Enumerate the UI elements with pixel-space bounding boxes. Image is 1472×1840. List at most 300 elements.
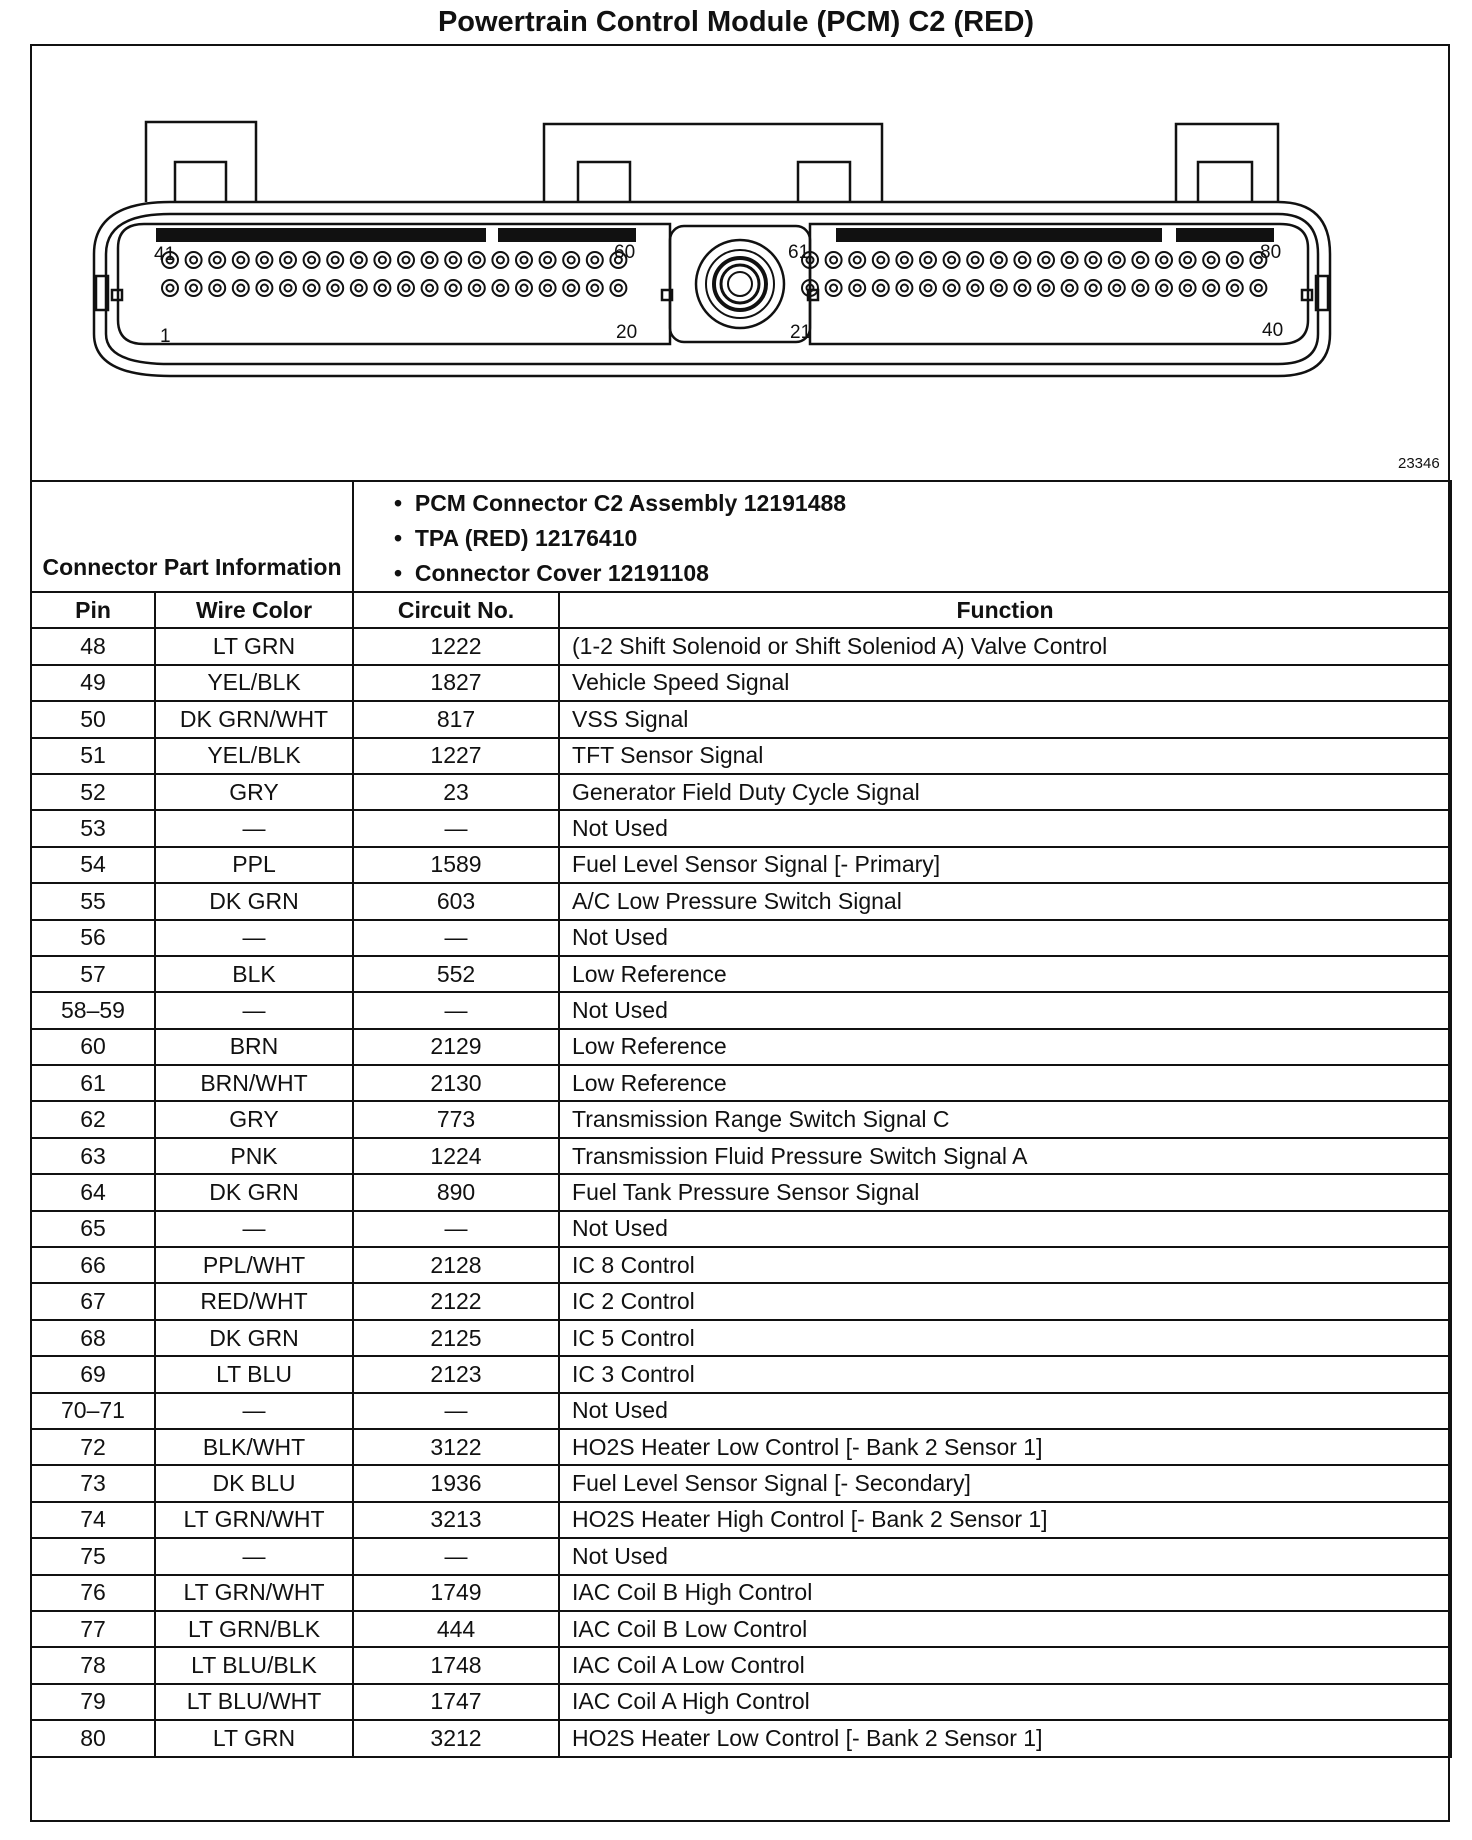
pin-contact bbox=[1019, 285, 1026, 292]
pin-cavity bbox=[849, 280, 865, 296]
pin-cell: 80 bbox=[31, 1720, 155, 1756]
pin-label: 1 bbox=[160, 326, 171, 347]
pin-contact bbox=[521, 285, 528, 292]
function-cell: Fuel Tank Pressure Sensor Signal bbox=[559, 1174, 1451, 1210]
function-cell: IAC Coil B High Control bbox=[559, 1575, 1451, 1611]
wire-color-cell: LT BLU/WHT bbox=[155, 1684, 353, 1720]
pin-contact bbox=[1113, 257, 1120, 264]
table-row bbox=[31, 1647, 1451, 1683]
function-cell: IC 5 Control bbox=[559, 1320, 1451, 1356]
table-row bbox=[31, 1429, 1451, 1465]
pin-cavity bbox=[374, 280, 390, 296]
pin-cavity bbox=[186, 252, 202, 268]
pin-contact bbox=[830, 257, 837, 264]
pin-cavity bbox=[1227, 280, 1243, 296]
function-cell: Not Used bbox=[559, 1538, 1451, 1574]
function-cell: Generator Field Duty Cycle Signal bbox=[559, 774, 1451, 810]
pin-cell: 77 bbox=[31, 1611, 155, 1647]
pin-cell: 62 bbox=[31, 1101, 155, 1137]
pin-cavity bbox=[896, 280, 912, 296]
pin-contact bbox=[830, 285, 837, 292]
circuit-cell: 2125 bbox=[353, 1320, 559, 1356]
pin-contact bbox=[497, 257, 504, 264]
pin-contact bbox=[285, 257, 292, 264]
circuit-cell: 23 bbox=[353, 774, 559, 810]
pin-cavity bbox=[1062, 280, 1078, 296]
connector-info-item: • TPA (RED) 12176410 bbox=[394, 525, 638, 551]
pin-contact bbox=[403, 285, 410, 292]
pin-contact bbox=[854, 285, 861, 292]
pin-contact bbox=[379, 257, 386, 264]
circuit-cell: 817 bbox=[353, 701, 559, 737]
pin-contact bbox=[332, 285, 339, 292]
function-cell: Not Used bbox=[559, 1211, 1451, 1247]
wire-color-cell: PPL/WHT bbox=[155, 1247, 353, 1283]
function-cell: HO2S Heater High Control [- Bank 2 Sensor 1] bbox=[559, 1502, 1451, 1538]
table-row bbox=[31, 774, 1451, 810]
function-cell: Low Reference bbox=[559, 1029, 1451, 1065]
function-cell: Not Used bbox=[559, 992, 1451, 1028]
pin-label: 80 bbox=[1260, 242, 1282, 263]
pin-contact bbox=[167, 285, 174, 292]
wire-color-cell: YEL/BLK bbox=[155, 665, 353, 701]
pin-cell: 57 bbox=[31, 956, 155, 992]
pin-cavity bbox=[209, 252, 225, 268]
column-header-pin: Pin bbox=[31, 592, 155, 628]
pin-cell: 67 bbox=[31, 1283, 155, 1319]
pin-cavity bbox=[351, 252, 367, 268]
function-cell: HO2S Heater Low Control [- Bank 2 Sensor 1] bbox=[559, 1720, 1451, 1756]
pin-contact bbox=[214, 257, 221, 264]
pin-cell: 60 bbox=[31, 1029, 155, 1065]
connector-info-row bbox=[31, 481, 1451, 592]
center-post bbox=[696, 240, 784, 328]
pin-cavity bbox=[422, 252, 438, 268]
pin-cavity bbox=[1085, 280, 1101, 296]
pin-cell: 49 bbox=[31, 665, 155, 701]
pin-cavity bbox=[304, 280, 320, 296]
pin-contact bbox=[190, 285, 197, 292]
pin-cell: 65 bbox=[31, 1211, 155, 1247]
function-cell: Fuel Level Sensor Signal [- Primary] bbox=[559, 847, 1451, 883]
circuit-cell: 1749 bbox=[353, 1575, 559, 1611]
pin-cavity bbox=[1109, 280, 1125, 296]
pin-contact bbox=[332, 257, 339, 264]
circuit-cell: 2130 bbox=[353, 1065, 559, 1101]
wire-color-cell: LT BLU bbox=[155, 1356, 353, 1392]
keying-bar bbox=[498, 228, 636, 242]
pin-contact bbox=[568, 285, 575, 292]
function-cell: IAC Coil A Low Control bbox=[559, 1647, 1451, 1683]
wire-color-cell: RED/WHT bbox=[155, 1283, 353, 1319]
pin-cavity bbox=[162, 280, 178, 296]
pin-contact bbox=[568, 257, 575, 264]
function-cell: IC 3 Control bbox=[559, 1356, 1451, 1392]
table-row bbox=[31, 1029, 1451, 1065]
pin-cavity bbox=[826, 280, 842, 296]
circuit-cell: 1748 bbox=[353, 1647, 559, 1683]
wire-color-cell: GRY bbox=[155, 774, 353, 810]
circuit-cell: 2129 bbox=[353, 1029, 559, 1065]
pin-cavity bbox=[587, 252, 603, 268]
pin-contact bbox=[591, 257, 598, 264]
circuit-cell: 2128 bbox=[353, 1247, 559, 1283]
pin-contact bbox=[261, 285, 268, 292]
pin-label: 20 bbox=[616, 322, 638, 343]
circuit-cell: — bbox=[353, 992, 559, 1028]
wire-color-cell: — bbox=[155, 1211, 353, 1247]
pin-contact bbox=[854, 257, 861, 264]
table-row bbox=[31, 738, 1451, 774]
table-row bbox=[31, 1393, 1451, 1429]
wire-color-cell: PNK bbox=[155, 1138, 353, 1174]
pin-contact bbox=[1090, 285, 1097, 292]
circuit-cell: 3212 bbox=[353, 1720, 559, 1756]
circuit-cell: — bbox=[353, 1211, 559, 1247]
pin-cavity bbox=[920, 280, 936, 296]
pin-contact bbox=[1043, 285, 1050, 292]
wire-color-cell: LT GRN/WHT bbox=[155, 1575, 353, 1611]
wire-color-cell: — bbox=[155, 992, 353, 1028]
wire-color-cell: DK GRN/WHT bbox=[155, 701, 353, 737]
wire-color-cell: BRN/WHT bbox=[155, 1065, 353, 1101]
pin-cavity bbox=[1180, 252, 1196, 268]
pin-contact bbox=[1113, 285, 1120, 292]
pin-cavity bbox=[256, 280, 272, 296]
pin-contact bbox=[901, 285, 908, 292]
pin-cavity bbox=[1038, 280, 1054, 296]
pin-contact bbox=[237, 285, 244, 292]
pin-contact bbox=[1231, 257, 1238, 264]
pin-contact bbox=[948, 257, 955, 264]
wire-color-cell: DK GRN bbox=[155, 1174, 353, 1210]
circuit-cell: — bbox=[353, 920, 559, 956]
pin-cavity bbox=[1038, 252, 1054, 268]
circuit-cell: — bbox=[353, 1393, 559, 1429]
figure-id: 23346 bbox=[1398, 455, 1440, 472]
function-cell: TFT Sensor Signal bbox=[559, 738, 1451, 774]
function-cell: Not Used bbox=[559, 1393, 1451, 1429]
wire-color-cell: DK BLU bbox=[155, 1465, 353, 1501]
pin-cell: 48 bbox=[31, 628, 155, 664]
circuit-cell: 890 bbox=[353, 1174, 559, 1210]
pin-cavity bbox=[967, 252, 983, 268]
pin-contact bbox=[379, 285, 386, 292]
circuit-cell: 552 bbox=[353, 956, 559, 992]
circuit-cell: 773 bbox=[353, 1101, 559, 1137]
pin-label: 60 bbox=[614, 242, 636, 263]
pin-contact bbox=[261, 257, 268, 264]
pin-cavity bbox=[944, 280, 960, 296]
pin-contact bbox=[237, 257, 244, 264]
pin-contact bbox=[1184, 257, 1191, 264]
circuit-cell: 603 bbox=[353, 883, 559, 919]
table-row bbox=[31, 847, 1451, 883]
pin-contact bbox=[1066, 285, 1073, 292]
function-cell: HO2S Heater Low Control [- Bank 2 Sensor 1] bbox=[559, 1429, 1451, 1465]
pin-contact bbox=[1137, 257, 1144, 264]
pin-cell: 61 bbox=[31, 1065, 155, 1101]
pin-cavity bbox=[492, 280, 508, 296]
pin-contact bbox=[972, 285, 979, 292]
pin-contact bbox=[1208, 285, 1215, 292]
pin-cavity bbox=[1203, 252, 1219, 268]
pin-contact bbox=[1161, 285, 1168, 292]
pin-cell: 53 bbox=[31, 810, 155, 846]
pin-contact bbox=[1208, 257, 1215, 264]
pin-contact bbox=[497, 285, 504, 292]
function-cell: IC 8 Control bbox=[559, 1247, 1451, 1283]
pin-label: 40 bbox=[1262, 320, 1284, 341]
table-row bbox=[31, 1211, 1451, 1247]
pin-cavity bbox=[920, 252, 936, 268]
table-row bbox=[31, 1502, 1451, 1538]
table-row bbox=[31, 1538, 1451, 1574]
pin-contact bbox=[426, 285, 433, 292]
pin-cavity bbox=[445, 280, 461, 296]
table-header-row bbox=[31, 592, 1451, 628]
pin-cell: 64 bbox=[31, 1174, 155, 1210]
table-row bbox=[31, 1465, 1451, 1501]
pin-cavity bbox=[610, 280, 626, 296]
pin-cavity bbox=[587, 280, 603, 296]
pin-cavity bbox=[991, 252, 1007, 268]
table-row bbox=[31, 1138, 1451, 1174]
pin-cavity bbox=[1156, 280, 1172, 296]
pin-cavity bbox=[469, 252, 485, 268]
pin-cavity bbox=[304, 252, 320, 268]
circuit-cell: 1827 bbox=[353, 665, 559, 701]
pin-cavity bbox=[1227, 252, 1243, 268]
pin-cell: 70–71 bbox=[31, 1393, 155, 1429]
pin-contact bbox=[1019, 257, 1026, 264]
pin-cavity bbox=[563, 252, 579, 268]
table-row bbox=[31, 1174, 1451, 1210]
pin-cavity bbox=[1203, 280, 1219, 296]
table-row bbox=[31, 1283, 1451, 1319]
table-row bbox=[31, 810, 1451, 846]
pin-cell: 55 bbox=[31, 883, 155, 919]
pin-cell: 73 bbox=[31, 1465, 155, 1501]
pin-cavity bbox=[233, 252, 249, 268]
pin-contact bbox=[1255, 285, 1262, 292]
pin-contact bbox=[591, 285, 598, 292]
wire-color-cell: YEL/BLK bbox=[155, 738, 353, 774]
function-cell: Low Reference bbox=[559, 956, 1451, 992]
wire-color-cell: PPL bbox=[155, 847, 353, 883]
function-cell: Not Used bbox=[559, 810, 1451, 846]
pin-cavity bbox=[1014, 280, 1030, 296]
pin-contact bbox=[1137, 285, 1144, 292]
pin-cavity bbox=[327, 280, 343, 296]
wire-color-cell: LT GRN bbox=[155, 628, 353, 664]
pin-contact bbox=[972, 257, 979, 264]
wire-color-cell: LT GRN/WHT bbox=[155, 1502, 353, 1538]
pin-cavity bbox=[1156, 252, 1172, 268]
pin-contact bbox=[1184, 285, 1191, 292]
circuit-cell: 1589 bbox=[353, 847, 559, 883]
page-title: Powertrain Control Module (PCM) C2 (RED) bbox=[437, 6, 1035, 38]
pin-contact bbox=[521, 257, 528, 264]
pin-contact bbox=[544, 285, 551, 292]
pin-cavity bbox=[445, 252, 461, 268]
circuit-cell: 444 bbox=[353, 1611, 559, 1647]
pin-cell: 69 bbox=[31, 1356, 155, 1392]
pin-cavity bbox=[944, 252, 960, 268]
table-row bbox=[31, 1684, 1451, 1720]
connector-info-label: Connector Part Information bbox=[31, 481, 353, 592]
wire-color-cell: BLK bbox=[155, 956, 353, 992]
wire-color-cell: BLK/WHT bbox=[155, 1429, 353, 1465]
pin-cavity bbox=[563, 280, 579, 296]
keying-bar bbox=[1176, 228, 1274, 242]
pin-contact bbox=[901, 257, 908, 264]
wire-color-cell: — bbox=[155, 1538, 353, 1574]
left-latch-inner bbox=[175, 162, 226, 202]
pin-contact bbox=[1231, 285, 1238, 292]
pin-contact bbox=[403, 257, 410, 264]
table-row bbox=[31, 1720, 1451, 1756]
wire-color-cell: LT GRN bbox=[155, 1720, 353, 1756]
pin-contact bbox=[1043, 257, 1050, 264]
pin-contact bbox=[308, 257, 315, 264]
function-cell: A/C Low Pressure Switch Signal bbox=[559, 883, 1451, 919]
pin-cavity bbox=[469, 280, 485, 296]
pin-cavity bbox=[1062, 252, 1078, 268]
function-cell: Fuel Level Sensor Signal [- Secondary] bbox=[559, 1465, 1451, 1501]
pin-contact bbox=[995, 257, 1002, 264]
pin-contact bbox=[948, 285, 955, 292]
pin-cavity bbox=[351, 280, 367, 296]
circuit-cell: 2122 bbox=[353, 1283, 559, 1319]
pin-cell: 58–59 bbox=[31, 992, 155, 1028]
keying-bar bbox=[156, 228, 486, 242]
pin-cavity bbox=[1109, 252, 1125, 268]
function-cell: Vehicle Speed Signal bbox=[559, 665, 1451, 701]
right-latch-inner bbox=[1198, 162, 1252, 202]
wire-color-cell: LT BLU/BLK bbox=[155, 1647, 353, 1683]
pin-cavity bbox=[209, 280, 225, 296]
column-header-circuit: Circuit No. bbox=[353, 592, 559, 628]
pin-cavity bbox=[1180, 280, 1196, 296]
table-row bbox=[31, 1611, 1451, 1647]
pin-cavity bbox=[374, 252, 390, 268]
pinout-table bbox=[30, 480, 1452, 1758]
pin-contact bbox=[925, 257, 932, 264]
circuit-cell: — bbox=[353, 1538, 559, 1574]
pin-cavity bbox=[540, 280, 556, 296]
wire-color-cell: GRY bbox=[155, 1101, 353, 1137]
circuit-cell: 2123 bbox=[353, 1356, 559, 1392]
wire-color-cell: — bbox=[155, 1393, 353, 1429]
pin-contact bbox=[615, 285, 622, 292]
pin-cell: 66 bbox=[31, 1247, 155, 1283]
table-row bbox=[31, 992, 1451, 1028]
pin-cell: 50 bbox=[31, 701, 155, 737]
pin-cavity bbox=[233, 280, 249, 296]
column-header-wire-color: Wire Color bbox=[155, 592, 353, 628]
function-cell: Low Reference bbox=[559, 1065, 1451, 1101]
pin-cell: 79 bbox=[31, 1684, 155, 1720]
function-cell: Transmission Fluid Pressure Switch Signal A bbox=[559, 1138, 1451, 1174]
table-row bbox=[31, 920, 1451, 956]
table-row bbox=[31, 956, 1451, 992]
pin-contact bbox=[285, 285, 292, 292]
function-cell: IAC Coil B Low Control bbox=[559, 1611, 1451, 1647]
keying-bar bbox=[836, 228, 1162, 242]
function-cell: IAC Coil A High Control bbox=[559, 1684, 1451, 1720]
pin-contact bbox=[214, 285, 221, 292]
pin-cell: 68 bbox=[31, 1320, 155, 1356]
wire-color-cell: DK GRN bbox=[155, 883, 353, 919]
circuit-cell: — bbox=[353, 810, 559, 846]
pin-cavity bbox=[398, 252, 414, 268]
pin-contact bbox=[1090, 257, 1097, 264]
pin-contact bbox=[1066, 257, 1073, 264]
pin-cavity bbox=[1250, 280, 1266, 296]
pin-cavity bbox=[896, 252, 912, 268]
pin-cell: 52 bbox=[31, 774, 155, 810]
pin-cavity bbox=[1014, 252, 1030, 268]
connector-info-item: • Connector Cover 12191108 bbox=[394, 560, 709, 586]
table-row bbox=[31, 1320, 1451, 1356]
pin-cavity bbox=[398, 280, 414, 296]
table-row bbox=[31, 1356, 1451, 1392]
connector-diagram bbox=[30, 44, 1450, 480]
pin-contact bbox=[355, 285, 362, 292]
pin-cell: 54 bbox=[31, 847, 155, 883]
pin-contact bbox=[473, 285, 480, 292]
table-row bbox=[31, 1575, 1451, 1611]
connector-info-item: • PCM Connector C2 Assembly 12191488 bbox=[394, 490, 847, 516]
function-cell: (1-2 Shift Solenoid or Shift Soleniod A) Valve Control bbox=[559, 628, 1451, 664]
pin-cell: 76 bbox=[31, 1575, 155, 1611]
pin-contact bbox=[995, 285, 1002, 292]
function-cell: Transmission Range Switch Signal C bbox=[559, 1101, 1451, 1137]
circuit-cell: 1747 bbox=[353, 1684, 559, 1720]
table-row bbox=[31, 701, 1451, 737]
pin-cavity bbox=[540, 252, 556, 268]
wire-color-cell: LT GRN/BLK bbox=[155, 1611, 353, 1647]
table-row bbox=[31, 1065, 1451, 1101]
pin-cavity bbox=[873, 280, 889, 296]
pin-cavity bbox=[516, 252, 532, 268]
pin-cavity bbox=[280, 280, 296, 296]
circuit-cell: 1227 bbox=[353, 738, 559, 774]
function-cell: Not Used bbox=[559, 920, 1451, 956]
pin-cavity bbox=[967, 280, 983, 296]
pin-cell: 51 bbox=[31, 738, 155, 774]
table-row bbox=[31, 1101, 1451, 1137]
pin-contact bbox=[925, 285, 932, 292]
pin-contact bbox=[544, 257, 551, 264]
connector-info-list bbox=[353, 481, 1451, 592]
pin-contact bbox=[308, 285, 315, 292]
pin-cavity bbox=[516, 280, 532, 296]
circuit-cell: 3122 bbox=[353, 1429, 559, 1465]
pin-cavity bbox=[327, 252, 343, 268]
pin-contact bbox=[450, 285, 457, 292]
pin-cavity bbox=[1132, 252, 1148, 268]
wire-color-cell: — bbox=[155, 920, 353, 956]
wire-color-cell: BRN bbox=[155, 1029, 353, 1065]
function-cell: VSS Signal bbox=[559, 701, 1451, 737]
pin-label: 61 bbox=[788, 242, 810, 263]
pin-cell: 74 bbox=[31, 1502, 155, 1538]
pin-contact bbox=[1161, 257, 1168, 264]
table-row bbox=[31, 883, 1451, 919]
pin-contact bbox=[355, 257, 362, 264]
